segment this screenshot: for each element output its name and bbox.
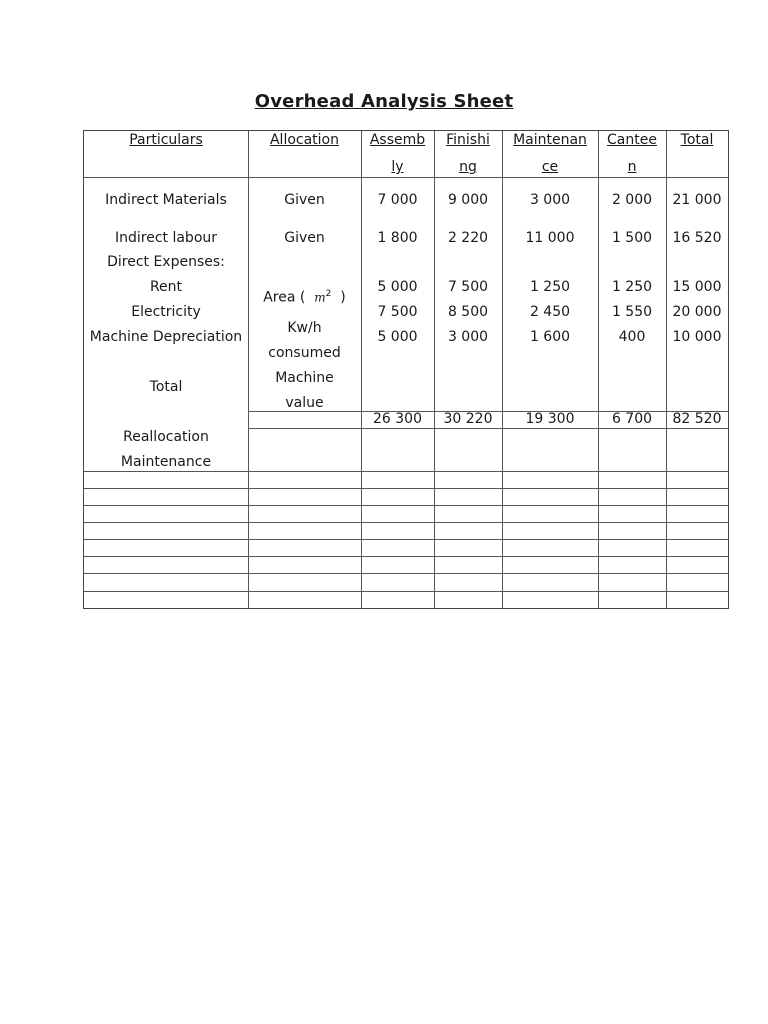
canteen-total-cell: 6 700 — [611, 411, 653, 427]
total-cell: 16 520 — [672, 230, 722, 246]
header-finishing-cont: ng — [459, 159, 477, 175]
maintenance-cell: 1 600 — [529, 329, 571, 345]
allocation-cell: Given — [284, 192, 325, 208]
row-label-total: Total — [149, 379, 183, 395]
row-label-maintenance: Maintenance — [120, 454, 212, 470]
allocation-cell-area — [248, 282, 361, 311]
finishing-cell: 3 000 — [447, 329, 489, 345]
row-label-electricity: Electricity — [131, 304, 201, 320]
row-label-machine-depreciation: Machine Depreciation — [89, 329, 243, 345]
row-divider — [84, 505, 728, 506]
allocation-cell: Given — [284, 230, 325, 246]
maintenance-total-cell: 19 300 — [525, 411, 575, 427]
row-divider — [84, 488, 728, 489]
allocation-area-exponent: 2 — [325, 289, 332, 299]
total-cell: 21 000 — [672, 192, 722, 208]
total-cell: 15 000 — [672, 279, 722, 295]
finishing-cell: 2 220 — [447, 230, 489, 246]
header-canteen-cont: n — [627, 159, 637, 175]
assembly-cell: 1 800 — [377, 230, 418, 246]
header-maintenance-cont: ce — [541, 159, 559, 175]
row-label-reallocation: Reallocation — [123, 429, 209, 445]
finishing-cell: 8 500 — [447, 304, 489, 320]
row-label-indirect-materials: Indirect Materials — [105, 192, 227, 208]
canteen-cell: 1 250 — [611, 279, 653, 295]
grand-total-cell: 82 520 — [672, 411, 722, 427]
canteen-cell: 400 — [618, 329, 646, 345]
total-cell: 10 000 — [672, 329, 722, 345]
allocation-cell: Kw/h — [287, 320, 322, 336]
header-canteen: Cantee — [607, 132, 657, 148]
assembly-cell: 5 000 — [377, 329, 418, 345]
total-cell: 20 000 — [672, 304, 722, 320]
header-total: Total — [680, 132, 714, 148]
assembly-total-cell: 26 300 — [373, 411, 422, 427]
canteen-cell: 1 500 — [611, 230, 653, 246]
canteen-cell: 1 550 — [611, 304, 653, 320]
overhead-table — [83, 130, 729, 609]
allocation-area-suffix: ) — [340, 289, 346, 306]
canteen-cell: 2 000 — [611, 192, 653, 208]
row-label-indirect-labour: Indirect labour — [114, 230, 218, 246]
header-assembly: Assemb — [369, 132, 426, 148]
header-maintenance: Maintenan — [513, 132, 587, 148]
page-title: Overhead Analysis Sheet — [254, 91, 514, 112]
row-divider — [84, 591, 728, 592]
allocation-area-prefix: Area ( — [263, 289, 306, 306]
allocation-area-unit: m — [314, 290, 326, 305]
row-divider — [84, 539, 728, 540]
maintenance-cell: 1 250 — [529, 279, 571, 295]
finishing-cell: 7 500 — [447, 279, 489, 295]
assembly-cell: 5 000 — [377, 279, 418, 295]
row-divider — [84, 556, 728, 557]
maintenance-cell: 11 000 — [525, 230, 575, 246]
header-particulars: Particulars — [129, 132, 203, 148]
allocation-cell: Machine — [275, 370, 334, 386]
header-assembly-cont: ly — [391, 159, 404, 175]
allocation-cell-cont: value — [285, 395, 324, 411]
assembly-cell: 7 000 — [377, 192, 418, 208]
row-label-rent: Rent — [149, 279, 183, 295]
header-allocation: Allocation — [269, 132, 339, 148]
assembly-cell: 7 500 — [377, 304, 418, 320]
row-label-direct-expenses: Direct Expenses: — [107, 254, 225, 270]
finishing-total-cell: 30 220 — [443, 411, 493, 427]
row-divider — [84, 573, 728, 574]
header-finishing: Finishi — [446, 132, 490, 148]
allocation-cell-cont: consumed — [268, 345, 341, 361]
maintenance-cell: 2 450 — [529, 304, 571, 320]
maintenance-cell: 3 000 — [529, 192, 571, 208]
row-divider — [84, 522, 728, 523]
finishing-cell: 9 000 — [447, 192, 489, 208]
